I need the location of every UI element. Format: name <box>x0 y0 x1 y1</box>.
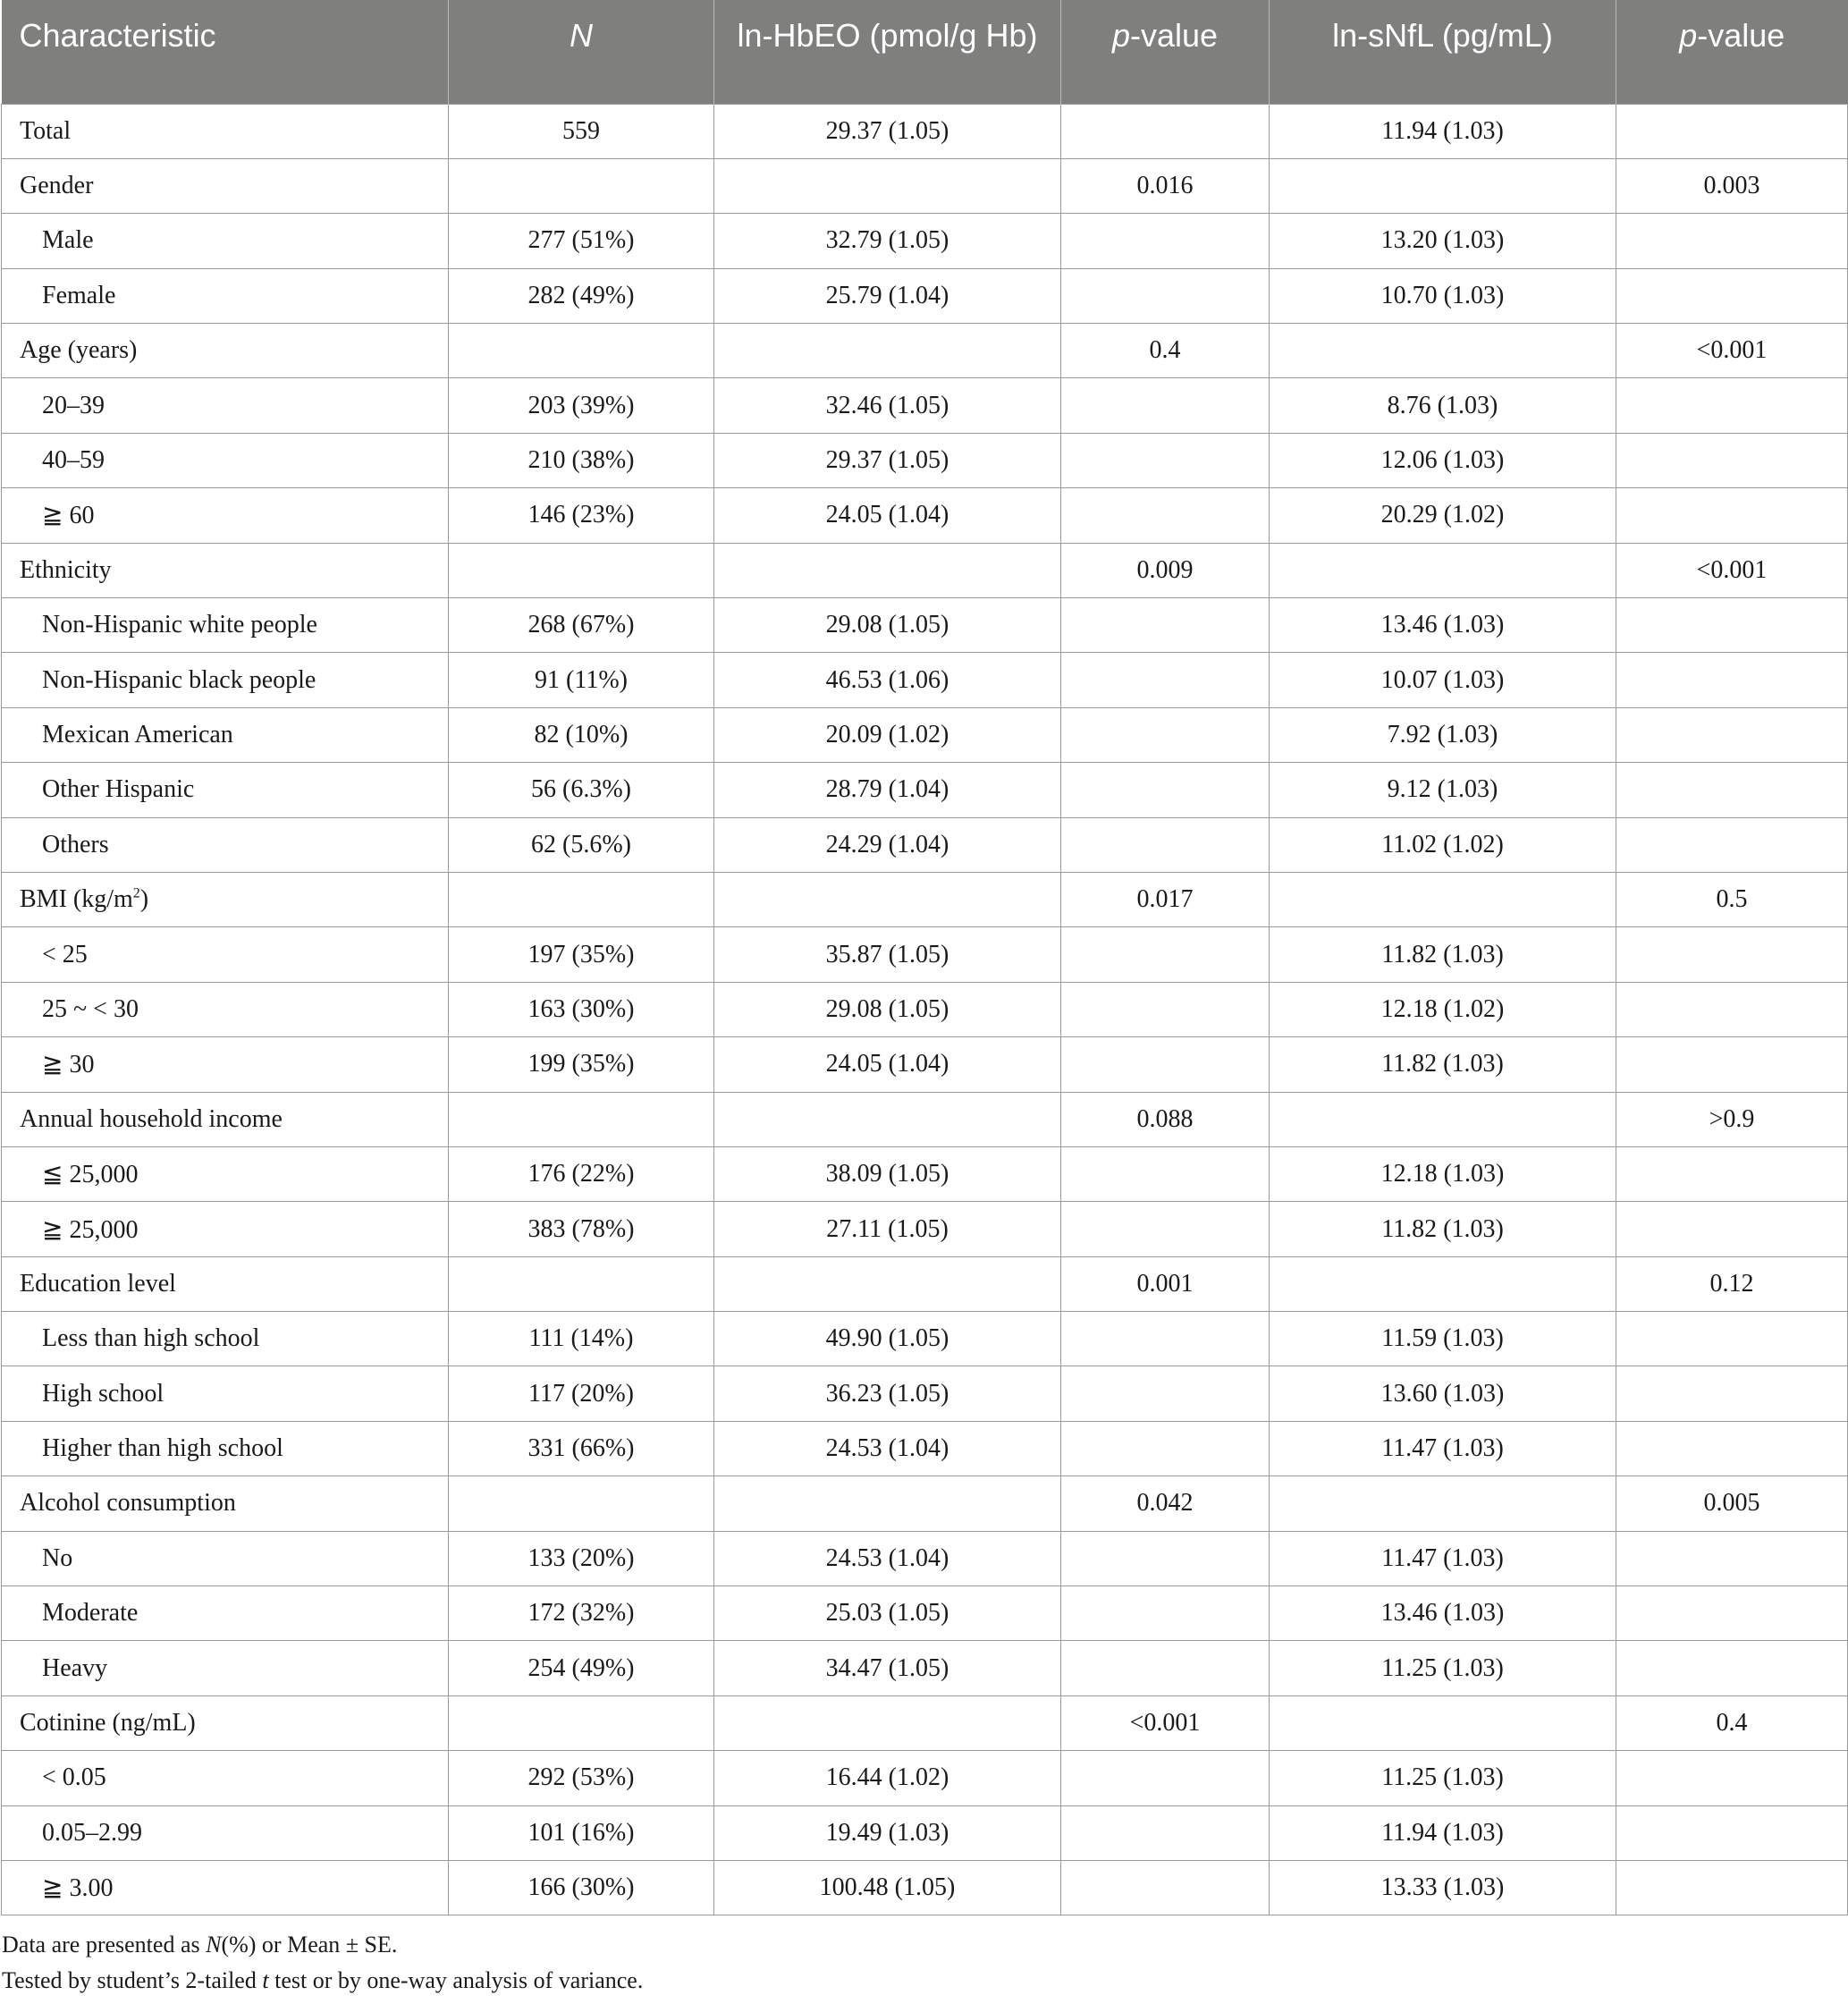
cell-p-value-hbeo: 0.4 <box>1061 324 1270 378</box>
row-label: 25 ~ < 30 <box>42 994 139 1023</box>
table-row <box>2 1695 1848 1750</box>
row-label: < 0.05 <box>42 1763 106 1792</box>
cell-n: 111 (14%) <box>449 1312 714 1366</box>
cell-n <box>449 872 714 926</box>
cell-p-value-hbeo <box>1061 488 1270 543</box>
row-label: Alcohol consumption <box>20 1489 236 1518</box>
header-p-value-snfl <box>1616 0 1848 104</box>
cell-p-value-snfl <box>1616 104 1848 158</box>
cell-snfl <box>1270 324 1616 378</box>
cell-hbeo <box>714 1256 1061 1311</box>
cell-hbeo: 35.87 (1.05) <box>714 927 1061 982</box>
table-row <box>2 1805 1848 1860</box>
cell-characteristic <box>2 872 449 926</box>
cell-hbeo: 29.08 (1.05) <box>714 982 1061 1036</box>
row-label: Non-Hispanic black people <box>42 665 316 694</box>
table-row <box>2 268 1848 323</box>
row-label: Non-Hispanic white people <box>42 611 317 639</box>
cell-snfl: 11.94 (1.03) <box>1270 1805 1616 1860</box>
cell-characteristic <box>2 324 449 378</box>
cell-p-value-hbeo: 0.017 <box>1061 872 1270 926</box>
cell-p-value-hbeo: 0.009 <box>1061 543 1270 597</box>
cell-p-value-snfl <box>1616 1751 1848 1805</box>
cell-p-value-hbeo <box>1061 1037 1270 1092</box>
row-label: < 25 <box>42 940 88 968</box>
cell-p-value-hbeo <box>1061 653 1270 707</box>
cell-p-value-snfl <box>1616 214 1848 268</box>
footnote-italic: t <box>262 1967 269 1993</box>
cell-p-value-snfl <box>1616 653 1848 707</box>
row-label-superscript: 2 <box>132 885 140 901</box>
cell-hbeo <box>714 1476 1061 1531</box>
table-row <box>2 1421 1848 1476</box>
cell-n: 559 <box>449 104 714 158</box>
row-label: Moderate <box>42 1599 139 1628</box>
cell-hbeo: 24.53 (1.04) <box>714 1531 1061 1585</box>
cell-snfl <box>1270 1476 1616 1531</box>
cell-n: 277 (51%) <box>449 214 714 268</box>
table-row <box>2 982 1848 1036</box>
table-row <box>2 1037 1848 1092</box>
cell-snfl: 10.07 (1.03) <box>1270 653 1616 707</box>
cell-p-value-snfl: 0.5 <box>1616 872 1848 926</box>
row-label: BMI (kg/m <box>20 885 133 914</box>
row-label: ≧ 25,000 <box>42 1215 139 1244</box>
cell-characteristic <box>2 1805 449 1860</box>
cell-characteristic <box>2 707 449 762</box>
cell-characteristic <box>2 1256 449 1311</box>
cell-p-value-hbeo <box>1061 1861 1270 1915</box>
cell-n: 166 (30%) <box>449 1861 714 1915</box>
cell-n: 210 (38%) <box>449 433 714 487</box>
header-n-label: N <box>570 17 593 54</box>
cell-characteristic <box>2 433 449 487</box>
row-label: Gender <box>20 172 94 200</box>
cell-n: 146 (23%) <box>449 488 714 543</box>
row-label: Ethnicity <box>20 555 112 584</box>
cell-p-value-hbeo <box>1061 1421 1270 1476</box>
cell-hbeo: 24.05 (1.04) <box>714 488 1061 543</box>
table-header <box>2 0 1848 104</box>
cell-characteristic <box>2 927 449 982</box>
cell-characteristic <box>2 378 449 433</box>
header-p-value-hbeo <box>1061 0 1270 104</box>
table-footnotes <box>2 1927 1844 1999</box>
cell-p-value-hbeo <box>1061 268 1270 323</box>
row-label: Annual household income <box>20 1104 283 1133</box>
cell-characteristic <box>2 268 449 323</box>
cell-n: 383 (78%) <box>449 1202 714 1256</box>
cell-p-value-snfl <box>1616 1366 1848 1421</box>
table-row <box>2 927 1848 982</box>
cell-p-value-snfl <box>1616 1312 1848 1366</box>
row-label: ≧ 30 <box>42 1051 95 1079</box>
cell-p-value-snfl <box>1616 488 1848 543</box>
cell-p-value-hbeo <box>1061 1202 1270 1256</box>
cell-n <box>449 1476 714 1531</box>
cell-characteristic <box>2 982 449 1036</box>
cell-p-value-hbeo <box>1061 433 1270 487</box>
cell-p-value-snfl: <0.001 <box>1616 324 1848 378</box>
table-row <box>2 1256 1848 1311</box>
row-label: Heavy <box>42 1653 108 1682</box>
header-n <box>449 0 714 104</box>
table-row <box>2 707 1848 762</box>
table-row <box>2 158 1848 213</box>
cell-hbeo: 25.03 (1.05) <box>714 1586 1061 1641</box>
cell-snfl <box>1270 1256 1616 1311</box>
table-row <box>2 1476 1848 1531</box>
row-label: Cotinine (ng/mL) <box>20 1709 196 1738</box>
cell-p-value-snfl <box>1616 378 1848 433</box>
cell-characteristic <box>2 598 449 653</box>
table-row <box>2 1861 1848 1915</box>
cell-snfl: 11.47 (1.03) <box>1270 1421 1616 1476</box>
cell-snfl: 12.18 (1.02) <box>1270 982 1616 1036</box>
cell-n <box>449 158 714 213</box>
cell-n: 163 (30%) <box>449 982 714 1036</box>
cell-hbeo: 24.53 (1.04) <box>714 1421 1061 1476</box>
row-label: 40–59 <box>42 446 105 475</box>
cell-n <box>449 324 714 378</box>
table-row <box>2 214 1848 268</box>
cell-snfl: 13.46 (1.03) <box>1270 598 1616 653</box>
cell-characteristic <box>2 1421 449 1476</box>
cell-p-value-hbeo <box>1061 214 1270 268</box>
cell-snfl <box>1270 543 1616 597</box>
cell-hbeo: 25.79 (1.04) <box>714 268 1061 323</box>
cell-p-value-hbeo: 0.042 <box>1061 1476 1270 1531</box>
cell-n: 292 (53%) <box>449 1751 714 1805</box>
cell-p-value-hbeo: 0.088 <box>1061 1092 1270 1146</box>
cell-n: 331 (66%) <box>449 1421 714 1476</box>
cell-hbeo: 100.48 (1.05) <box>714 1861 1061 1915</box>
cell-n: 56 (6.3%) <box>449 763 714 817</box>
table-row <box>2 488 1848 543</box>
table-body <box>2 104 1848 1915</box>
cell-hbeo: 46.53 (1.06) <box>714 653 1061 707</box>
cell-snfl <box>1270 1695 1616 1750</box>
footnote-italic: N <box>206 1932 222 1957</box>
cell-hbeo: 38.09 (1.05) <box>714 1146 1061 1201</box>
table-row <box>2 433 1848 487</box>
cell-p-value-snfl: 0.12 <box>1616 1256 1848 1311</box>
cell-hbeo: 49.90 (1.05) <box>714 1312 1061 1366</box>
cell-n: 176 (22%) <box>449 1146 714 1201</box>
cell-p-value-snfl: <0.001 <box>1616 543 1848 597</box>
row-label: No <box>42 1543 73 1572</box>
row-label: Other Hispanic <box>42 775 195 804</box>
header-p-rest: -value <box>1129 17 1219 54</box>
cell-characteristic <box>2 1586 449 1641</box>
cell-hbeo: 24.29 (1.04) <box>714 817 1061 872</box>
cell-snfl: 12.18 (1.03) <box>1270 1146 1616 1201</box>
cell-hbeo <box>714 543 1061 597</box>
cell-n: 203 (39%) <box>449 378 714 433</box>
cell-hbeo: 29.37 (1.05) <box>714 104 1061 158</box>
cell-p-value-snfl: 0.4 <box>1616 1695 1848 1750</box>
cell-hbeo: 34.47 (1.05) <box>714 1641 1061 1695</box>
cell-hbeo: 29.08 (1.05) <box>714 598 1061 653</box>
cell-n <box>449 1695 714 1750</box>
cell-p-value-snfl <box>1616 1861 1848 1915</box>
cell-p-value-hbeo <box>1061 1751 1270 1805</box>
row-label: ≦ 25,000 <box>42 1161 139 1189</box>
table-row <box>2 817 1848 872</box>
cell-n <box>449 543 714 597</box>
cell-n: 197 (35%) <box>449 927 714 982</box>
table-row <box>2 1366 1848 1421</box>
cell-p-value-hbeo <box>1061 1312 1270 1366</box>
table-row <box>2 543 1848 597</box>
cell-p-value-snfl <box>1616 433 1848 487</box>
cell-p-value-hbeo <box>1061 1586 1270 1641</box>
cell-characteristic <box>2 1531 449 1585</box>
row-label: Higher than high school <box>42 1434 283 1463</box>
table-row <box>2 1146 1848 1201</box>
row-label: High school <box>42 1379 165 1408</box>
row-label: Male <box>42 226 94 255</box>
cell-snfl: 13.33 (1.03) <box>1270 1861 1616 1915</box>
cell-n <box>449 1256 714 1311</box>
cell-p-value-hbeo <box>1061 1805 1270 1860</box>
cell-p-value-hbeo <box>1061 1366 1270 1421</box>
cell-p-value-snfl <box>1616 763 1848 817</box>
cell-p-value-hbeo <box>1061 707 1270 762</box>
cell-n: 82 (10%) <box>449 707 714 762</box>
cell-n: 268 (67%) <box>449 598 714 653</box>
cell-p-value-snfl <box>1616 1641 1848 1695</box>
table-row <box>2 378 1848 433</box>
table-row <box>2 653 1848 707</box>
cell-p-value-hbeo <box>1061 763 1270 817</box>
row-label: 20–39 <box>42 391 105 419</box>
cell-snfl: 8.76 (1.03) <box>1270 378 1616 433</box>
cell-snfl: 11.25 (1.03) <box>1270 1751 1616 1805</box>
table-row <box>2 763 1848 817</box>
cell-p-value-hbeo <box>1061 982 1270 1036</box>
cell-snfl <box>1270 1092 1616 1146</box>
header-p-italic: p <box>1111 17 1130 54</box>
cell-p-value-snfl <box>1616 268 1848 323</box>
cell-hbeo: 28.79 (1.04) <box>714 763 1061 817</box>
cell-characteristic <box>2 1641 449 1695</box>
cell-p-value-hbeo: 0.001 <box>1061 1256 1270 1311</box>
cell-hbeo: 19.49 (1.03) <box>714 1805 1061 1860</box>
cell-snfl: 11.94 (1.03) <box>1270 104 1616 158</box>
cell-snfl: 10.70 (1.03) <box>1270 268 1616 323</box>
cell-characteristic <box>2 1476 449 1531</box>
cell-hbeo <box>714 1695 1061 1750</box>
row-label: Others <box>42 830 109 858</box>
footnote-text: test or by one-way analysis of variance. <box>268 1967 644 1993</box>
table-row <box>2 872 1848 926</box>
table-row <box>2 1202 1848 1256</box>
footnote-data-presentation <box>2 1927 1844 1963</box>
cell-hbeo <box>714 872 1061 926</box>
cell-n: 133 (20%) <box>449 1531 714 1585</box>
footnote-text: (%) or Mean ± SE. <box>221 1932 398 1957</box>
table-row <box>2 598 1848 653</box>
cell-snfl: 11.02 (1.02) <box>1270 817 1616 872</box>
cell-snfl: 11.82 (1.03) <box>1270 927 1616 982</box>
row-label: 0.05–2.99 <box>42 1818 142 1847</box>
cell-hbeo: 20.09 (1.02) <box>714 707 1061 762</box>
row-label: Total <box>20 116 72 145</box>
cell-p-value-snfl <box>1616 1586 1848 1641</box>
cell-characteristic <box>2 817 449 872</box>
cell-hbeo: 32.46 (1.05) <box>714 378 1061 433</box>
table-row <box>2 1531 1848 1585</box>
row-label: Female <box>42 281 116 309</box>
cell-characteristic <box>2 1695 449 1750</box>
cell-p-value-snfl: 0.005 <box>1616 1476 1848 1531</box>
cell-n: 62 (5.6%) <box>449 817 714 872</box>
cell-n: 172 (32%) <box>449 1586 714 1641</box>
row-label: Mexican American <box>42 720 233 748</box>
cell-n: 254 (49%) <box>449 1641 714 1695</box>
table-row <box>2 1751 1848 1805</box>
cell-hbeo <box>714 1092 1061 1146</box>
cell-n: 199 (35%) <box>449 1037 714 1092</box>
header-p-italic: p <box>1679 17 1698 54</box>
cell-n: 117 (20%) <box>449 1366 714 1421</box>
cell-characteristic <box>2 1312 449 1366</box>
cell-snfl: 9.12 (1.03) <box>1270 763 1616 817</box>
cell-p-value-snfl <box>1616 1421 1848 1476</box>
cell-p-value-snfl: >0.9 <box>1616 1092 1848 1146</box>
cell-hbeo: 32.79 (1.05) <box>714 214 1061 268</box>
cell-p-value-snfl <box>1616 1037 1848 1092</box>
cell-p-value-hbeo <box>1061 104 1270 158</box>
cell-hbeo: 16.44 (1.02) <box>714 1751 1061 1805</box>
cell-snfl: 11.47 (1.03) <box>1270 1531 1616 1585</box>
cell-p-value-snfl <box>1616 1146 1848 1201</box>
cell-snfl: 11.59 (1.03) <box>1270 1312 1616 1366</box>
table-row <box>2 1586 1848 1641</box>
cell-hbeo: 36.23 (1.05) <box>714 1366 1061 1421</box>
footnote-text: Tested by student’s 2-tailed <box>2 1967 263 1993</box>
header-row <box>2 0 1848 104</box>
cell-p-value-hbeo <box>1061 1531 1270 1585</box>
cell-characteristic <box>2 543 449 597</box>
cell-p-value-hbeo <box>1061 927 1270 982</box>
characteristics-table <box>1 0 1848 1915</box>
cell-p-value-snfl <box>1616 707 1848 762</box>
row-label: ≧ 60 <box>42 502 95 530</box>
table-row <box>2 1641 1848 1695</box>
cell-snfl: 13.46 (1.03) <box>1270 1586 1616 1641</box>
cell-snfl: 20.29 (1.02) <box>1270 488 1616 543</box>
cell-n: 101 (16%) <box>449 1805 714 1860</box>
cell-p-value-hbeo: 0.016 <box>1061 158 1270 213</box>
cell-p-value-hbeo: <0.001 <box>1061 1695 1270 1750</box>
cell-p-value-hbeo <box>1061 598 1270 653</box>
cell-snfl: 13.20 (1.03) <box>1270 214 1616 268</box>
cell-n <box>449 1092 714 1146</box>
cell-characteristic <box>2 1861 449 1915</box>
row-label: Education level <box>20 1269 176 1298</box>
row-label-suffix: ) <box>139 885 149 914</box>
row-label: ≧ 3.00 <box>42 1874 114 1903</box>
cell-characteristic <box>2 214 449 268</box>
cell-snfl: 11.25 (1.03) <box>1270 1641 1616 1695</box>
header-characteristic: Characteristic <box>19 17 216 54</box>
cell-n: 91 (11%) <box>449 653 714 707</box>
cell-snfl: 11.82 (1.03) <box>1270 1037 1616 1092</box>
table-row <box>2 1312 1848 1366</box>
header-hbeo: ln-HbEO (pmol/g Hb) <box>714 0 1061 104</box>
cell-p-value-snfl <box>1616 817 1848 872</box>
header-p-rest: -value <box>1697 17 1785 54</box>
cell-p-value-hbeo <box>1061 1641 1270 1695</box>
cell-snfl <box>1270 872 1616 926</box>
table-row <box>2 324 1848 378</box>
cell-characteristic <box>2 1092 449 1146</box>
cell-snfl: 7.92 (1.03) <box>1270 707 1616 762</box>
cell-hbeo: 27.11 (1.05) <box>714 1202 1061 1256</box>
cell-characteristic <box>2 1751 449 1805</box>
cell-n: 282 (49%) <box>449 268 714 323</box>
cell-hbeo <box>714 158 1061 213</box>
cell-p-value-hbeo <box>1061 1146 1270 1201</box>
cell-p-value-hbeo <box>1061 378 1270 433</box>
cell-snfl: 12.06 (1.03) <box>1270 433 1616 487</box>
cell-characteristic <box>2 158 449 213</box>
cell-p-value-snfl: 0.003 <box>1616 158 1848 213</box>
table-row <box>2 1092 1848 1146</box>
cell-p-value-snfl <box>1616 1202 1848 1256</box>
cell-characteristic <box>2 763 449 817</box>
cell-characteristic <box>2 1202 449 1256</box>
cell-p-value-snfl <box>1616 598 1848 653</box>
cell-characteristic <box>2 488 449 543</box>
cell-p-value-snfl <box>1616 1805 1848 1860</box>
cell-p-value-hbeo <box>1061 817 1270 872</box>
cell-p-value-snfl <box>1616 927 1848 982</box>
cell-p-value-snfl <box>1616 1531 1848 1585</box>
cell-characteristic <box>2 653 449 707</box>
cell-characteristic <box>2 104 449 158</box>
row-label: Age (years) <box>20 336 138 365</box>
cell-hbeo: 24.05 (1.04) <box>714 1037 1061 1092</box>
footnote-statistical-test <box>2 1963 1844 1999</box>
cell-characteristic <box>2 1146 449 1201</box>
header-snfl: ln-sNfL (pg/mL) <box>1270 0 1616 104</box>
cell-characteristic <box>2 1366 449 1421</box>
cell-characteristic <box>2 1037 449 1092</box>
cell-hbeo: 29.37 (1.05) <box>714 433 1061 487</box>
row-label: Less than high school <box>42 1324 260 1353</box>
cell-snfl: 13.60 (1.03) <box>1270 1366 1616 1421</box>
cell-hbeo <box>714 324 1061 378</box>
cell-snfl <box>1270 158 1616 213</box>
cell-p-value-snfl <box>1616 982 1848 1036</box>
cell-snfl: 11.82 (1.03) <box>1270 1202 1616 1256</box>
footnote-text: Data are presented as <box>2 1932 207 1957</box>
table-row <box>2 104 1848 158</box>
